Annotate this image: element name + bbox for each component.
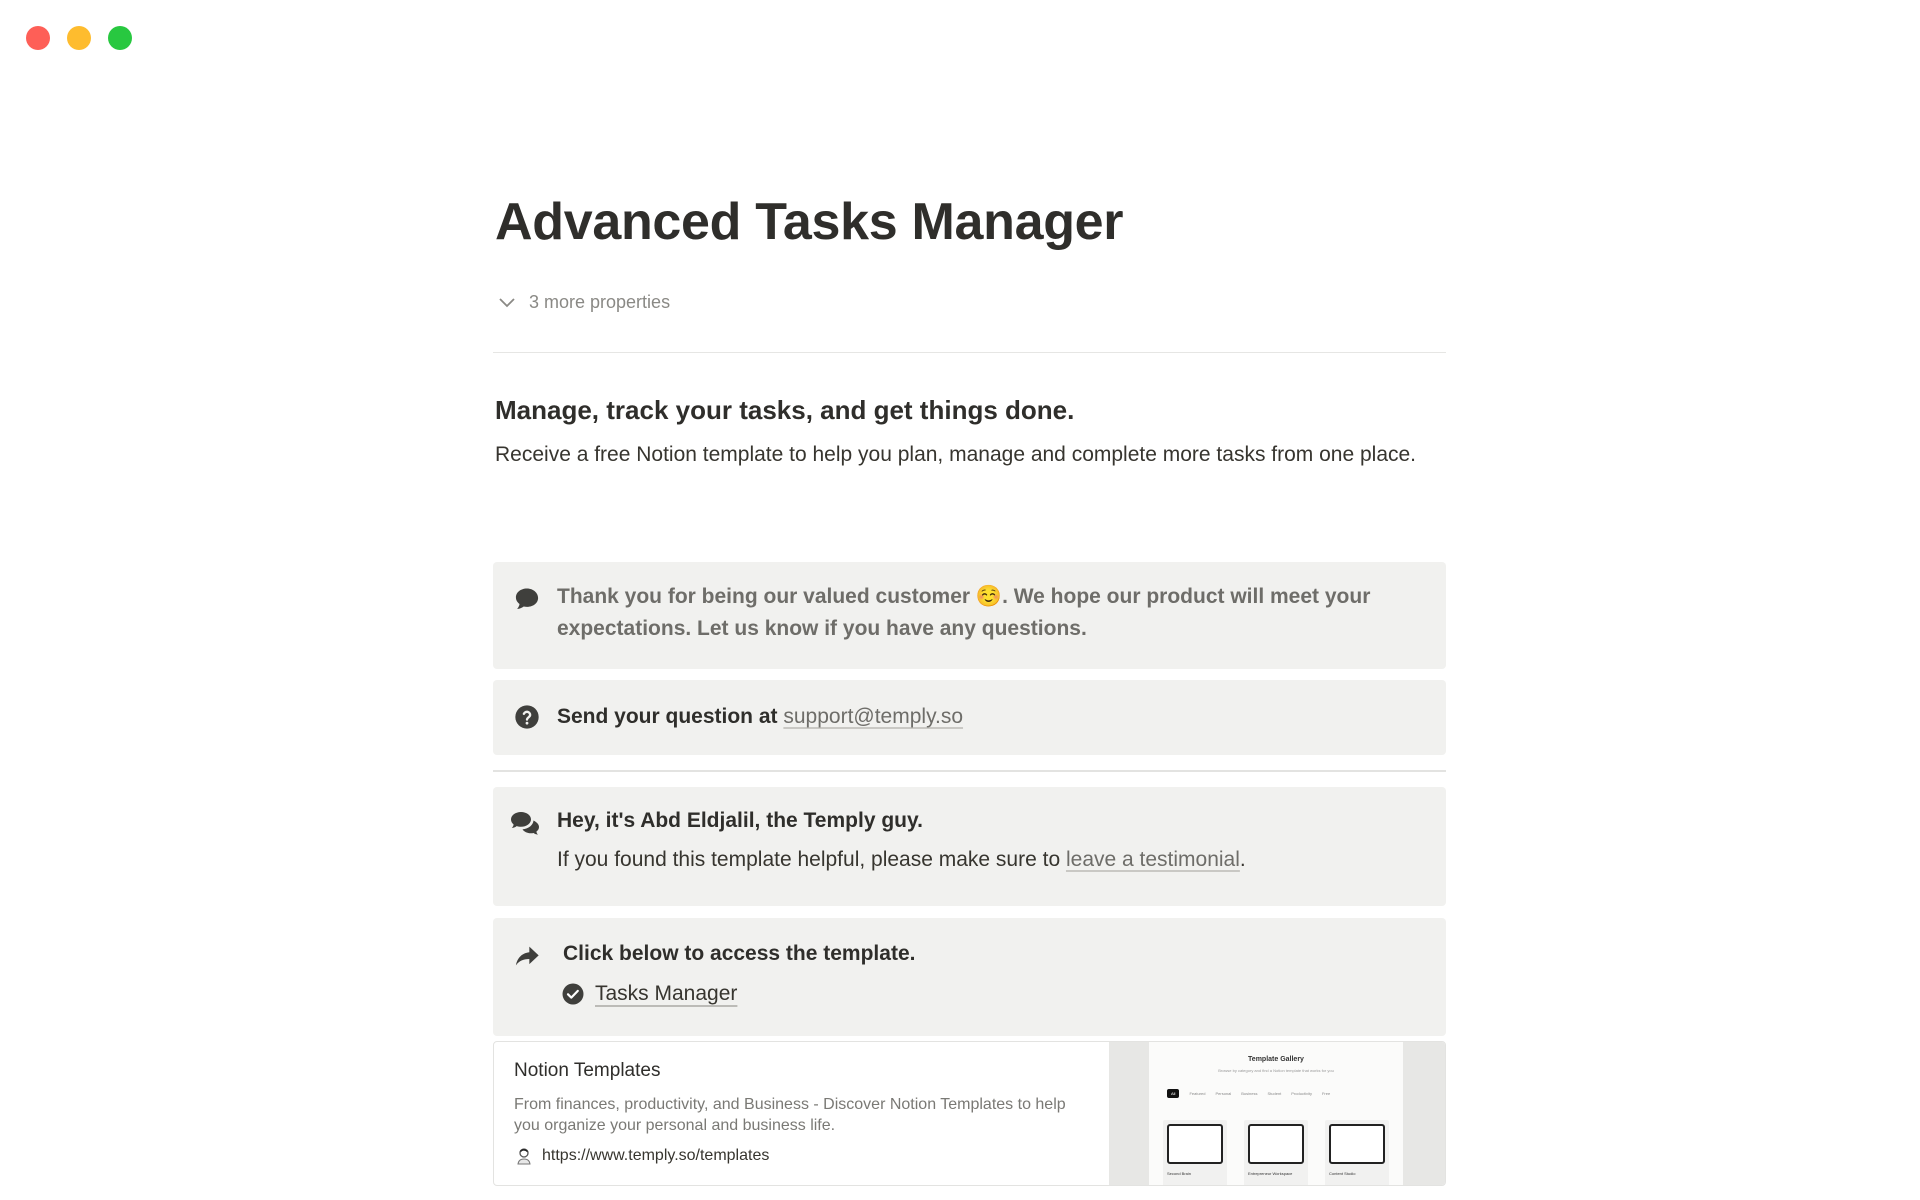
thumbnail-tab: All (1167, 1089, 1179, 1098)
callout-thanks-text: Thank you for being our valued customer ☺️. We hope our product will meet your expectations. Let us know if you have any questions. (557, 585, 1371, 640)
bookmark-description: From finances, productivity, and Business - Discover Notion Templates to help you organize your personal and business life. (514, 1096, 1066, 1134)
check-circle-icon (561, 982, 585, 1006)
callout-author-heading: Hey, it's Abd Eldjalil, the Temply guy. (557, 809, 923, 832)
thumbnail-tab: Productivity (1291, 1091, 1312, 1096)
intro-heading: Manage, track your tasks, and get things done. (495, 395, 1075, 425)
thumbnail-template-card: Second Brain (1163, 1120, 1227, 1186)
avatar-icon (514, 1146, 534, 1166)
tasks-manager-link[interactable]: Tasks Manager (595, 982, 738, 1005)
thumbnail-subtitle: Browse by category and find a Notion template that works for you (1218, 1068, 1334, 1073)
thumbnail-tab: Free (1321, 1091, 1331, 1096)
section-divider (493, 770, 1446, 772)
bookmark-thumbnail (1109, 1042, 1445, 1186)
thumbnail-template-card: Entrepreneur Workspace (1244, 1120, 1308, 1186)
callout-question-text: Send your question at support@temply.so (557, 705, 964, 728)
bookmark-url: https://www.temply.so/templates (514, 1146, 769, 1166)
thumbnail-tab: Featured (1189, 1091, 1206, 1096)
thumbnail-template-card: Content Studio (1325, 1120, 1389, 1186)
properties-divider (493, 352, 1446, 353)
speech-bubble-icon (513, 585, 541, 613)
smile-emoji: ☺️ (975, 585, 1003, 608)
callout-access-heading: Click below to access the template. (563, 942, 916, 965)
callout-question (493, 680, 1446, 755)
callout-author-text: If you found this template helpful, please make sure to leave a testimonial. (557, 848, 1246, 871)
close-window-button[interactable] (26, 26, 50, 50)
tasks-manager-page-link[interactable] (561, 982, 737, 1006)
thumbnail-tab: Personal (1215, 1091, 1232, 1096)
support-email-link[interactable]: support@temply.so (783, 705, 964, 728)
intro-text: Receive a free Notion template to help you plan, manage and complete more tasks from one place. (495, 443, 1417, 466)
thumbnail-tab: Student (1267, 1091, 1282, 1096)
question-circle-icon (513, 703, 541, 731)
page-title[interactable]: Advanced Tasks Manager (495, 193, 1124, 251)
thumbnail-tabs (1167, 1089, 1330, 1098)
window-controls (26, 26, 132, 50)
properties-toggle-label: 3 more properties (529, 291, 671, 312)
share-arrow-icon (513, 942, 541, 970)
properties-toggle[interactable] (495, 290, 670, 314)
bookmark-title: Notion Templates (514, 1060, 661, 1081)
testimonial-link[interactable]: leave a testimonial (1065, 848, 1240, 871)
callout-access (493, 918, 1446, 1036)
maximize-window-button[interactable] (108, 26, 132, 50)
callout-author (493, 787, 1446, 906)
bookmark-card[interactable] (493, 1041, 1446, 1186)
thumbnail-heading: Template Gallery (1248, 1056, 1304, 1063)
thumbnail-preview (1149, 1042, 1403, 1186)
minimize-window-button[interactable] (67, 26, 91, 50)
callout-thanks (493, 562, 1446, 669)
chevron-down-icon (495, 290, 519, 314)
conversation-bubbles-icon (509, 809, 543, 837)
thumbnail-tab: Business (1241, 1091, 1258, 1096)
